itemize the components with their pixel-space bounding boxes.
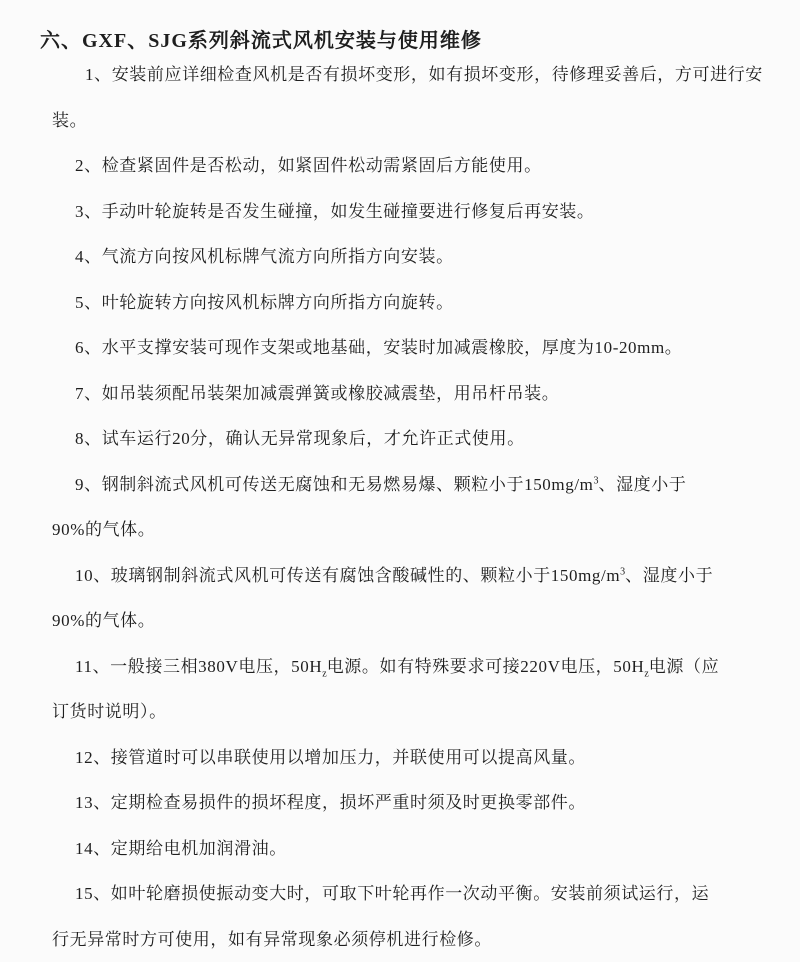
text-segment: 14、定期给电机加润滑油。: [75, 838, 287, 858]
text-segment: 装。: [52, 110, 88, 130]
text-line: [52, 416, 770, 462]
subscript-segment: z: [644, 667, 649, 679]
text-line: [52, 462, 770, 508]
superscript-segment: 3: [620, 565, 626, 577]
text-segment: 5、叶轮旋转方向按风机标牌方向所指方向旋转。: [75, 292, 454, 312]
text-line: [52, 325, 770, 371]
text-segment: 行无异常时方可使用，如有异常现象必须停机进行检修。: [52, 929, 492, 949]
text-line: [52, 826, 770, 872]
superscript-segment: 3: [593, 474, 599, 486]
text-segment: 电源。如有特殊要求可接220V电压，50H: [326, 656, 645, 676]
text-segment: 15、如叶轮磨损使振动变大时，可取下叶轮再作一次动平衡。安装前须试运行，运: [75, 884, 710, 903]
document-title: 六、GXF、SJG系列斜流式风机安装与使用维修: [40, 30, 482, 53]
text-line: [52, 553, 770, 599]
text-segment: 8、试车运行20分，确认无异常现象后，才允许正式使用。: [75, 429, 525, 448]
text-line: [52, 371, 770, 417]
text-line: [52, 143, 770, 189]
text-line: [52, 917, 770, 962]
text-segment: 12、接管道时可以串联使用以增加压力，并联使用可以提高风量。: [75, 747, 586, 767]
text-line: [52, 507, 770, 553]
text-segment: 2、检查紧固件是否松动，如紧固件松动需紧固后方能使用。: [75, 156, 542, 175]
text-segment: 电源（应: [648, 656, 720, 676]
text-line: [52, 189, 770, 235]
text-segment: 11、一般接三相380V电压，50H: [75, 656, 323, 676]
text-segment: 1、安装前应详细检查风机是否有损坏变形，如有损坏变形，待修理妥善后，方可进行安: [85, 65, 763, 84]
text-segment: 4、气流方向按风机标牌气流方向所指方向安装。: [75, 247, 454, 266]
text-segment: 、湿度小于: [625, 565, 714, 585]
text-segment: 90%的气体。: [52, 520, 156, 539]
text-line: [52, 598, 770, 644]
text-line: [52, 780, 770, 826]
text-segment: 90%的气体。: [52, 611, 156, 630]
subscript-segment: z: [322, 667, 327, 679]
text-line: [52, 735, 770, 781]
text-line: [52, 234, 770, 280]
text-segment: 7、如吊装须配吊装架加减震弹簧或橡胶减震垫，用吊杆吊装。: [75, 383, 560, 403]
text-segment: 、湿度小于: [598, 474, 687, 494]
text-line: [52, 871, 770, 917]
text-segment: 6、水平支撑安装可现作支架或地基础，安装时加减震橡胶，厚度为10-20mm。: [75, 338, 683, 357]
text-line: [52, 644, 770, 690]
text-line: [52, 689, 770, 735]
text-segment: 13、定期检查易损件的损坏程度，损坏严重时须及时更换零部件。: [75, 793, 586, 812]
text-segment: 3、手动叶轮旋转是否发生碰撞，如发生碰撞要进行修复后再安装。: [75, 201, 595, 221]
text-segment: 订货时说明）。: [52, 702, 167, 721]
text-line: [52, 280, 770, 326]
text-segment: 10、玻璃钢制斜流式风机可传送有腐蚀含酸碱性的、颗粒小于150mg/m: [75, 565, 621, 585]
text-line: [52, 98, 770, 144]
text-segment: 9、钢制斜流式风机可传送无腐蚀和无易燃易爆、颗粒小于150mg/m: [75, 474, 594, 494]
document-body: [52, 52, 770, 962]
text-line: [52, 52, 770, 98]
